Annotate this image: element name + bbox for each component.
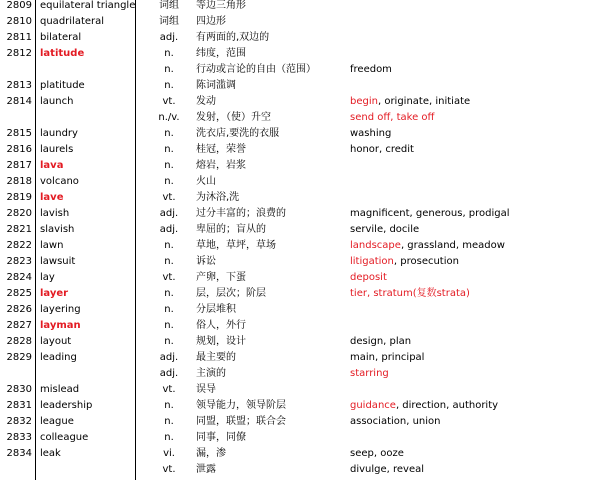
entry-number: 2825 — [6, 288, 32, 299]
headword: league — [40, 416, 74, 427]
chinese-meaning: 熔岩，岩浆 — [196, 160, 246, 171]
entry-number — [0, 462, 32, 478]
synonyms — [350, 14, 598, 30]
entry-number: 2817 — [6, 160, 32, 171]
chinese-meaning: 产卵，下蛋 — [196, 272, 246, 283]
chinese-meaning: 漏，渗 — [196, 448, 226, 459]
entry-number — [0, 62, 32, 78]
synonym-text: servile, docile — [350, 224, 420, 235]
synonym-text: , direction, authority — [395, 400, 499, 411]
table-row — [0, 318, 600, 334]
entry-number: 2824 — [6, 272, 32, 283]
entry-number — [0, 366, 32, 382]
entry-number: 2810 — [6, 16, 32, 27]
chinese-meaning: 最主要的 — [196, 352, 236, 363]
table-row — [0, 350, 600, 366]
headword — [40, 366, 150, 382]
headword: leading — [40, 352, 77, 363]
headword: volcano — [40, 176, 79, 187]
part-of-speech: 词组 — [159, 0, 179, 11]
synonyms — [350, 414, 598, 430]
synonym-text: starring — [350, 368, 389, 379]
entry-number: 2830 — [6, 384, 32, 395]
part-of-speech: vt. — [162, 384, 176, 395]
table-row — [0, 94, 600, 110]
table-row — [0, 46, 600, 62]
part-of-speech: adj. — [159, 208, 179, 219]
headword: launch — [40, 96, 74, 107]
headword: equilateral triangle — [40, 0, 136, 11]
synonyms — [350, 222, 598, 238]
table-row — [0, 30, 600, 46]
synonyms — [350, 462, 598, 478]
synonyms — [350, 302, 598, 318]
part-of-speech: vi. — [163, 448, 175, 459]
headword: lave — [40, 192, 64, 203]
synonym-text: seep, ooze — [350, 448, 404, 459]
part-of-speech: n. — [164, 320, 174, 331]
part-of-speech: n. — [164, 144, 174, 155]
headword: colleague — [40, 432, 89, 443]
chinese-meaning: 误导 — [196, 384, 216, 395]
table-row — [0, 126, 600, 142]
headword: quadrilateral — [40, 16, 105, 27]
chinese-meaning: 卑屈的；盲从的 — [196, 224, 266, 235]
synonyms — [350, 334, 598, 350]
entry-number: 2831 — [6, 400, 32, 411]
part-of-speech: n. — [164, 80, 174, 91]
table-row — [0, 270, 600, 286]
headword: lavish — [40, 208, 70, 219]
part-of-speech: n. — [164, 432, 174, 443]
headword: platitude — [40, 80, 85, 91]
entry-number: 2818 — [6, 176, 32, 187]
headword: layout — [40, 336, 72, 347]
part-of-speech: 词组 — [159, 16, 179, 27]
synonyms — [350, 270, 598, 286]
synonym-text: send off, take off — [350, 112, 435, 123]
headword: laundry — [40, 128, 78, 139]
part-of-speech: n. — [164, 416, 174, 427]
synonym-text: washing — [350, 128, 392, 139]
synonyms — [350, 190, 598, 206]
table-row — [0, 158, 600, 174]
synonyms — [350, 62, 598, 78]
part-of-speech: n. — [164, 288, 174, 299]
synonyms — [350, 366, 598, 382]
synonyms — [350, 78, 598, 94]
headword: bilateral — [40, 32, 82, 43]
chinese-meaning: 过分丰富的；浪费的 — [196, 208, 286, 219]
synonyms — [350, 174, 598, 190]
headword: lava — [40, 160, 64, 171]
headword: layering — [40, 304, 81, 315]
table-row — [0, 334, 600, 350]
table-row — [0, 302, 600, 318]
headword: lawsuit — [40, 256, 76, 267]
synonym-text: design, plan — [350, 336, 412, 347]
table-row — [0, 366, 600, 382]
chinese-meaning: 四边形 — [196, 16, 226, 27]
headword: latitude — [40, 48, 85, 59]
chinese-meaning: 同事，同僚 — [196, 432, 246, 443]
chinese-meaning: 俗人，外行 — [196, 320, 246, 331]
column-divider-left — [35, 0, 36, 480]
synonym-text: , originate, initiate — [377, 96, 471, 107]
synonym-text: begin — [350, 96, 378, 107]
chinese-meaning: 主演的 — [196, 368, 226, 379]
synonym-text: deposit — [350, 272, 387, 283]
synonyms — [350, 30, 598, 46]
synonym-text: litigation — [350, 256, 394, 267]
table-row — [0, 430, 600, 446]
table-row — [0, 174, 600, 190]
chinese-meaning: 分层堆积 — [196, 304, 236, 315]
chinese-meaning: 草地，草坪，草场 — [196, 240, 276, 251]
table-row — [0, 190, 600, 206]
entry-number: 2813 — [6, 80, 32, 91]
entry-number: 2834 — [6, 448, 32, 459]
part-of-speech: n. — [164, 400, 174, 411]
chinese-meaning: 有两面的,双边的 — [196, 32, 270, 43]
part-of-speech: n. — [164, 336, 174, 347]
headword: laurels — [40, 144, 74, 155]
headword — [40, 110, 150, 126]
headword: lay — [40, 272, 55, 283]
headword — [40, 62, 150, 78]
synonym-text: , grassland, meadow — [400, 240, 505, 251]
headword: leadership — [40, 400, 93, 411]
synonym-text: , prosecution — [393, 256, 459, 267]
synonym-text: divulge, reveal — [350, 464, 425, 475]
chinese-meaning: 领导能力，领导阶层 — [196, 400, 286, 411]
synonyms — [350, 110, 598, 126]
part-of-speech: vt. — [162, 96, 176, 107]
synonym-text: landscape — [350, 240, 401, 251]
table-row — [0, 78, 600, 94]
table-row — [0, 206, 600, 222]
headword: layer — [40, 288, 69, 299]
synonym-text: magnificent, generous, prodigal — [350, 208, 510, 219]
synonym-text: main, principal — [350, 352, 425, 363]
entry-number: 2811 — [6, 32, 32, 43]
synonym-text: association, union — [350, 416, 441, 427]
synonyms — [350, 286, 598, 302]
table-row — [0, 414, 600, 430]
headword: lawn — [40, 240, 64, 251]
entry-number: 2823 — [6, 256, 32, 267]
table-row — [0, 62, 600, 78]
synonyms — [350, 238, 598, 254]
chinese-meaning: 行动或言论的自由（范围） — [196, 64, 316, 75]
entry-number: 2821 — [6, 224, 32, 235]
entry-number: 2829 — [6, 352, 32, 363]
entry-number: 2826 — [6, 304, 32, 315]
entry-number: 2833 — [6, 432, 32, 443]
chinese-meaning: 泄露 — [196, 464, 216, 475]
entry-number: 2814 — [6, 96, 32, 107]
synonyms — [350, 350, 598, 366]
synonyms — [350, 0, 598, 14]
chinese-meaning: 规划，设计 — [196, 336, 246, 347]
entry-number: 2816 — [6, 144, 32, 155]
part-of-speech: adj. — [159, 32, 179, 43]
synonym-text: tier, stratum(复数strata) — [350, 288, 470, 299]
chinese-meaning: 同盟，联盟；联合会 — [196, 416, 286, 427]
synonyms — [350, 94, 598, 110]
synonym-text: honor, credit — [350, 144, 414, 155]
synonyms — [350, 126, 598, 142]
part-of-speech: n. — [164, 256, 174, 267]
part-of-speech: n. — [164, 304, 174, 315]
table-row — [0, 238, 600, 254]
synonyms — [350, 254, 598, 270]
entry-number: 2820 — [6, 208, 32, 219]
part-of-speech: n. — [164, 240, 174, 251]
table-row — [0, 286, 600, 302]
part-of-speech: n./v. — [158, 112, 180, 123]
synonyms — [350, 318, 598, 334]
table-row — [0, 222, 600, 238]
synonyms — [350, 430, 598, 446]
entry-number: 2809 — [6, 0, 32, 11]
chinese-meaning: 层，层次；阶层 — [196, 288, 266, 299]
part-of-speech: n. — [164, 64, 174, 75]
table-row — [0, 0, 600, 14]
headword — [40, 462, 150, 478]
table-row — [0, 14, 600, 30]
entry-number: 2812 — [6, 48, 32, 59]
entry-number: 2827 — [6, 320, 32, 331]
entry-number: 2828 — [6, 336, 32, 347]
chinese-meaning: 陈词滥调 — [196, 80, 236, 91]
chinese-meaning: 发动 — [196, 96, 216, 107]
chinese-meaning: 洗衣店,要洗的衣服 — [196, 128, 280, 139]
table-row — [0, 446, 600, 462]
synonyms — [350, 446, 598, 462]
table-row — [0, 382, 600, 398]
synonyms — [350, 142, 598, 158]
column-divider-right — [135, 0, 136, 480]
entry-number — [0, 110, 32, 126]
headword: leak — [40, 448, 61, 459]
synonym-text: freedom — [350, 64, 392, 75]
synonyms — [350, 158, 598, 174]
part-of-speech: n. — [164, 176, 174, 187]
part-of-speech: vt. — [162, 464, 176, 475]
part-of-speech: n. — [164, 48, 174, 59]
entry-number: 2832 — [6, 416, 32, 427]
table-row — [0, 462, 600, 478]
chinese-meaning: 火山 — [196, 176, 216, 187]
chinese-meaning: 纬度，范围 — [196, 48, 246, 59]
chinese-meaning: 为沐浴,洗 — [196, 192, 240, 203]
headword: layman — [40, 320, 81, 331]
chinese-meaning: 诉讼 — [196, 256, 216, 267]
synonyms — [350, 382, 598, 398]
table-row — [0, 398, 600, 414]
part-of-speech: n. — [164, 128, 174, 139]
synonyms — [350, 206, 598, 222]
synonyms — [350, 398, 598, 414]
chinese-meaning: 发射，（使）升空 — [196, 112, 271, 123]
synonym-text: guidance — [350, 400, 396, 411]
chinese-meaning: 等边三角形 — [196, 0, 246, 11]
part-of-speech: adj. — [159, 368, 179, 379]
entry-number: 2819 — [6, 192, 32, 203]
part-of-speech: adj. — [159, 224, 179, 235]
table-row — [0, 110, 600, 126]
entry-number: 2822 — [6, 240, 32, 251]
table-row — [0, 142, 600, 158]
table-row — [0, 254, 600, 270]
part-of-speech: n. — [164, 160, 174, 171]
headword: mislead — [40, 384, 80, 395]
entry-number: 2815 — [6, 128, 32, 139]
part-of-speech: vt. — [162, 272, 176, 283]
headword: slavish — [40, 224, 75, 235]
chinese-meaning: 桂冠，荣誉 — [196, 144, 246, 155]
part-of-speech: vt. — [162, 192, 176, 203]
synonyms — [350, 46, 598, 62]
part-of-speech: adj. — [159, 352, 179, 363]
